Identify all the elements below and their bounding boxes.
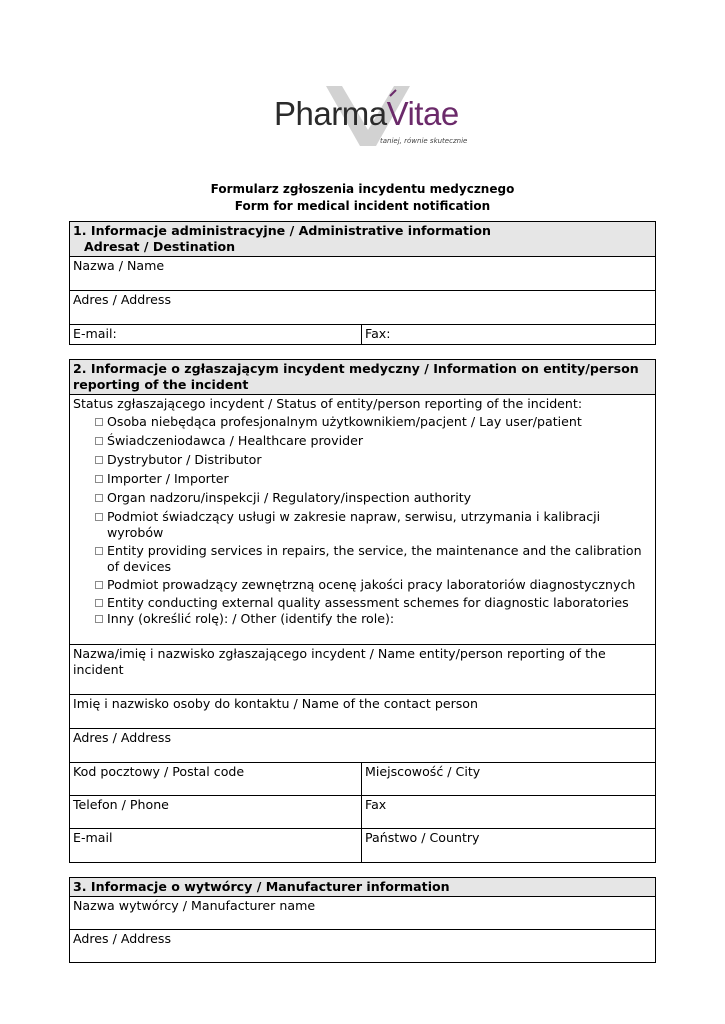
phone-field[interactable] [70, 796, 362, 829]
option-label: Entity conducting external quality assessment schemes for diagnostic laboratories [107, 595, 629, 610]
city-field[interactable] [362, 763, 656, 796]
manufacturer-name-field[interactable] [70, 897, 656, 930]
status-option-quality-assessment-en[interactable] [73, 595, 652, 611]
reporter-name-field[interactable] [70, 645, 656, 695]
postal-code-label: Kod pocztowy / Postal code [73, 764, 245, 779]
checkbox[interactable] [95, 494, 103, 502]
checkbox[interactable] [95, 513, 103, 521]
checkbox[interactable] [95, 547, 103, 555]
checkbox[interactable] [95, 418, 103, 426]
section-2-table [69, 359, 656, 863]
option-label: Dystrybutor / Distributor [107, 452, 262, 467]
manufacturer-address-field[interactable] [70, 930, 656, 963]
option-label: Entity providing services in repairs, the service, the maintenance and the calibration of devices [107, 543, 642, 574]
destination-email-label: E-mail: [73, 326, 117, 341]
status-option-service-entity-en[interactable] [73, 543, 652, 575]
checkbox[interactable] [95, 615, 103, 623]
form-title-pl: Formularz zgłoszenia incydentu medycznego [210, 182, 515, 196]
status-option-service-entity-pl[interactable] [73, 509, 652, 541]
status-option-distributor[interactable] [73, 452, 652, 468]
city-label: Miejscowość / City [365, 764, 481, 779]
destination-fax-field[interactable] [362, 325, 656, 345]
destination-name-field[interactable] [70, 257, 656, 291]
option-label: Świadczeniodawca / Healthcare provider [107, 433, 363, 448]
destination-address-label: Adres / Address [73, 292, 172, 307]
destination-fax-label: Fax: [365, 326, 391, 341]
form-title-en: Form for medical incident notification [234, 199, 491, 213]
status-option-lay-user[interactable] [73, 414, 652, 430]
country-label: Państwo / Country [365, 830, 480, 845]
destination-email-field[interactable] [70, 325, 362, 345]
reporter-address-field[interactable] [70, 729, 656, 763]
section-1-header [70, 222, 656, 257]
section-3-table [69, 877, 656, 963]
section-1-table [69, 221, 656, 345]
section-3-header [70, 878, 656, 897]
contact-person-label: Imię i nazwisko osoby do kontaktu / Name of the contact person [73, 696, 478, 711]
contact-person-field[interactable] [70, 695, 656, 729]
logo-tagline: taniej, równie skutecznie [380, 137, 468, 145]
checkbox[interactable] [95, 437, 103, 445]
country-field[interactable] [362, 829, 656, 863]
postal-code-field[interactable] [70, 763, 362, 796]
status-option-importer[interactable] [73, 471, 652, 487]
option-label: Osoba niebędąca profesjonalnym użytkownikiem/pacjent / Lay user/patient [107, 414, 582, 429]
option-label: Podmiot świadczący usługi w zakresie napraw, serwisu, utrzymania i kalibracji wyrobów [107, 509, 601, 540]
section-2-header [70, 360, 656, 395]
section-1-subtitle: Adresat / Destination [84, 239, 236, 254]
section-1-title: 1. Informacje administracyjne / Administrative information [73, 223, 491, 238]
status-option-other[interactable] [73, 611, 652, 627]
status-option-regulatory-authority[interactable] [73, 490, 652, 506]
phone-label: Telefon / Phone [73, 797, 169, 812]
manufacturer-address-label: Adres / Address [73, 931, 172, 946]
logo-brand-part1: Pharma [274, 95, 387, 132]
destination-address-field[interactable] [70, 291, 656, 325]
reporter-name-label: Nazwa/imię i nazwisko zgłaszającego incydent / Name entity/person reporting of the incident [73, 646, 606, 677]
checkbox[interactable] [95, 456, 103, 464]
fax-field[interactable] [362, 796, 656, 829]
option-label: Organ nadzoru/inspekcji / Regulatory/inspection authority [107, 490, 472, 505]
option-label: Inny (określić rolę): / Other (identify the role): [107, 611, 395, 626]
checkbox[interactable] [95, 599, 103, 607]
status-option-healthcare-provider[interactable] [73, 433, 652, 449]
option-label: Podmiot prowadzący zewnętrzną ocenę jakości pracy laboratoriów diagnostycznych [107, 577, 636, 592]
reporter-address-label: Adres / Address [73, 730, 172, 745]
checkbox[interactable] [95, 581, 103, 589]
status-option-quality-assessment-pl[interactable] [73, 577, 652, 593]
section-3-title: 3. Informacje o wytwórcy / Manufacturer information [73, 879, 450, 894]
reporter-status-cell [70, 395, 656, 645]
option-label: Importer / Importer [107, 471, 229, 486]
checkbox[interactable] [95, 475, 103, 483]
section-2-title: 2. Informacje o zgłaszającym incydent medyczny / Information on entity/person reporting of the incident [73, 361, 639, 392]
pharmavitae-logo [268, 80, 468, 152]
fax-label: Fax [365, 797, 387, 812]
reporter-email-field[interactable] [70, 829, 362, 863]
logo-brand-part2: Vitae [386, 95, 459, 132]
reporter-email-label: E-mail [73, 830, 113, 845]
manufacturer-name-label: Nazwa wytwórcy / Manufacturer name [73, 898, 316, 913]
destination-name-label: Nazwa / Name [73, 258, 165, 273]
reporter-status-label: Status zgłaszającego incydent / Status of entity/person reporting of the incident: [73, 396, 583, 411]
logo-wordmark [274, 94, 459, 134]
